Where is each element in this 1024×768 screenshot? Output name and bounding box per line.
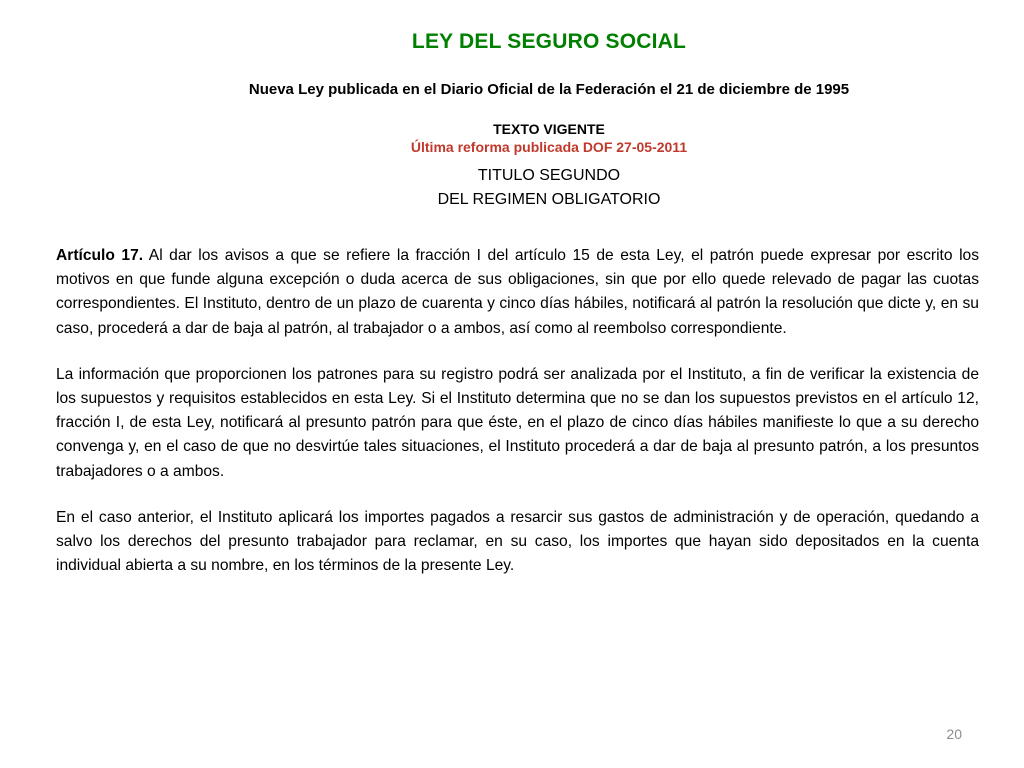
article-paragraph-1 bbox=[56, 244, 979, 341]
publication-subtitle: Nueva Ley publicada en el Diario Oficial de la Federación el 21 de diciembre de 1995 bbox=[248, 81, 850, 98]
article-body bbox=[56, 244, 979, 600]
page-number: 20 bbox=[946, 726, 962, 742]
texto-vigente-label: TEXTO VIGENTE bbox=[493, 121, 605, 137]
article-number: Artículo 17. bbox=[56, 247, 144, 264]
titulo-segundo: TITULO SEGUNDO bbox=[477, 167, 621, 184]
regimen-obligatorio: DEL REGIMEN OBLIGATORIO bbox=[437, 191, 661, 208]
article-paragraph-2: La información que proporcionen los patrones para su registro podrá ser analizada por el Instituto, a fin de verificar la existencia de los supuestos y requisitos establecidos en esta Ley. Si el Instituto determina que no se dan los supuestos previstos en el artículo 12, fracción I, de esta Ley, notificará al presunto patrón para que éste, en el plazo de cinco días hábiles manifieste lo que a su derecho convenga y, en el caso de que no desvirtúe tales situaciones, el Instituto procederá a dar de baja al presunto patrón, a los presuntos trabajadores o a ambos. bbox=[56, 365, 979, 480]
last-reform-label: Última reforma publicada DOF 27-05-2011 bbox=[410, 139, 688, 155]
article-paragraph-3: En el caso anterior, el Instituto aplicará los importes pagados a resarcir sus gastos de administración y de operación, quedando a salvo los derechos del presunto trabajador para reclamar, en su caso, los importes que hayan sido depositados en la cuenta individual abierta a su nombre, en los términos de la presente Ley. bbox=[56, 508, 979, 575]
paragraph-1-text: Al dar los avisos a que se refiere la fracción I del artículo 15 de esta Ley, el patrón puede expresar por escrito los motivos en que funde alguna excepción o duda acerca de sus obligaciones, sin que por ello quede relevado de pagar las cuotas correspondientes. El Instituto, dentro de un plazo de cuarenta y cinco días hábiles, notificará al patrón la resolución que dicte y, en su caso, procederá a dar de baja al patrón, al trabajador o a ambos, así como al reembolso correspondiente. bbox=[56, 247, 980, 337]
section-heading bbox=[0, 164, 1024, 212]
law-title: LEY DEL SEGURO SOCIAL bbox=[411, 30, 687, 53]
